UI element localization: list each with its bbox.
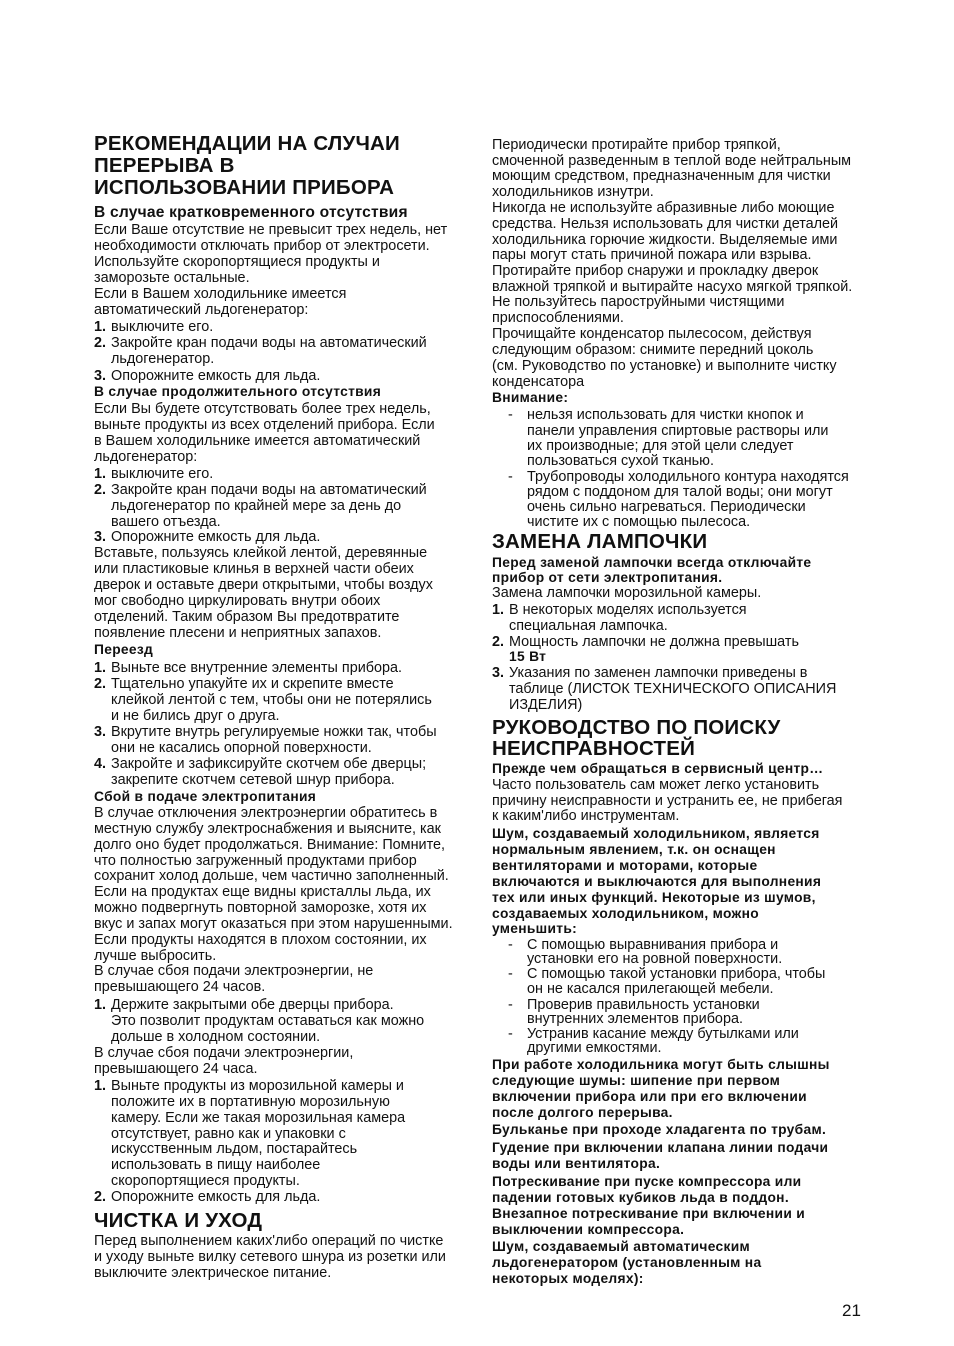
paragraph-line: Если Ваше отсутствие не превысит трех недель, нет: [94, 222, 448, 238]
list-number: 3.: [94, 724, 107, 740]
list-number: 1.: [94, 1078, 107, 1094]
section-title-recommendations: ПЕРЕРЫВА В: [94, 154, 235, 177]
paragraph-line: выключите электрическое питание.: [94, 1265, 332, 1281]
list-item-continuation: льдогенератор по крайней мере за день до: [111, 498, 402, 514]
paragraph-line: или пластиковые клинья в верхней части обеих: [94, 561, 414, 577]
bold-paragraph-line: Бульканье при проходе хладагента по трубам.: [492, 1122, 827, 1137]
paragraph-line: смоченной разведенным в теплой воде нейтральным: [492, 153, 852, 169]
paragraph-line: моющим средством, предназначенным для чистки: [492, 168, 831, 184]
list-number: 3.: [94, 368, 107, 384]
paragraph-line: Если на продуктах еще видны кристаллы льда, их: [94, 884, 431, 900]
bold-paragraph-line: следующие шумы: шипение при первом: [492, 1073, 781, 1088]
bold-paragraph-line: Гудение при включении клапана линии подачи: [492, 1140, 829, 1155]
bold-paragraph-line: некоторых моделях):: [492, 1271, 644, 1286]
paragraph-line: к каким'либо инструментам.: [492, 808, 680, 824]
bold-paragraph-line: включении прибора или при его включении: [492, 1089, 807, 1104]
dash-bullet: -: [508, 469, 513, 485]
section-title-troubleshooting: РУКОВОДСТВО ПО ПОИСКУ: [492, 716, 781, 739]
bold-paragraph-line: тех или иных функций. Некоторые из шумов,: [492, 890, 816, 905]
bullet-item: - С помощью выравнивания прибора и: [508, 937, 779, 953]
paragraph-line: конденсатора: [492, 374, 585, 390]
list-item-continuation: использовать в пищу наиболее: [111, 1157, 321, 1173]
list-item-continuation: клейкой лентой с тем, чтобы они не потерялись: [111, 692, 432, 708]
bold-paragraph-line: Шум, создаваемый холодильником, является: [492, 826, 820, 841]
paragraph-line: отделений. Таким образом Вы предотвратите: [94, 609, 400, 625]
list-number: 1.: [94, 319, 107, 335]
dash-bullet: -: [508, 1026, 513, 1042]
paragraph-line: что полностью загруженный продуктами прибор: [94, 853, 417, 869]
list-number: 2.: [94, 676, 107, 692]
list-item-continuation: Это позволит продуктам оставаться как можно: [111, 1013, 425, 1029]
page-number: 21: [842, 1301, 861, 1320]
bullet-item-continuation: внутренних элементов прибора.: [527, 1011, 743, 1027]
dash-bullet: -: [508, 937, 513, 953]
paragraph-line: влажной тряпкой и вытирайте насухо мягкой тряпкой.: [492, 279, 853, 295]
list-item-continuation: камеру. Если же такая морозильная камера: [111, 1110, 406, 1126]
paragraph-line: Если в Вашем холодильнике имеется: [94, 286, 347, 302]
paragraph-line: лучше выбросить.: [94, 948, 217, 964]
list-number: 2.: [94, 1189, 107, 1205]
paragraph-line: Не пользуйтесь пароструйными чистящими: [492, 294, 785, 310]
paragraph-line: В случае сбоя подачи электроэнергии,: [94, 1045, 354, 1061]
paragraph-line: Периодически протирайте прибор тряпкой,: [492, 137, 781, 153]
list-item-continuation: отсутствует, равно как и упаковки с: [111, 1126, 346, 1142]
list-item-continuation: специальная лампочка.: [509, 618, 668, 634]
lamp-wattage: 15 Вт: [509, 649, 547, 664]
bold-paragraph-line: создаваемых холодильником, можно: [492, 906, 759, 921]
paragraph-line: автоматический льдогенератор:: [94, 302, 309, 318]
list-number: 3.: [94, 529, 107, 545]
list-item-continuation: закрепите скотчем сетевой шнур прибора.: [111, 772, 395, 788]
list-item-continuation: льдогенератор.: [111, 351, 215, 367]
paragraph-line: Если Вы будете отсутствовать более трех недель,: [94, 401, 431, 417]
paragraph-line: Никогда не используйте абразивные либо моющие: [492, 200, 835, 216]
list-item-continuation: вашего отъезда.: [111, 514, 221, 530]
paragraph-line: Перед выполнением каких'либо операций по чистке: [94, 1233, 444, 1249]
list-number: 1.: [94, 466, 107, 482]
bold-paragraph-line: льдогенератором (установленным на: [492, 1255, 762, 1270]
list-item-continuation: положите их в портативную морозильную: [111, 1094, 390, 1110]
paragraph-line: льдогенератор:: [94, 449, 198, 465]
dash-bullet: -: [508, 966, 513, 982]
list-item-continuation: дольше в холодном состоянии.: [111, 1029, 321, 1045]
paragraph-line: выньте продукты из всех отделений прибора. Если: [94, 417, 435, 433]
paragraph-line: средства. Нельзя использовать для чистки деталей: [492, 216, 839, 232]
paragraph-line: долго оно будет продолжаться. Внимание: Помните,: [94, 837, 445, 853]
bold-paragraph-line: Перед заменой лампочки всегда отключайте: [492, 555, 812, 570]
bold-paragraph-line: Внезапное потрескивание при включении и: [492, 1206, 806, 1221]
paragraph-line: холодильника горючие жидкости. Выделяемые ими: [492, 232, 838, 248]
paragraph-line: причину неисправности и устранить ее, не прибегая: [492, 793, 843, 809]
bold-paragraph-line: вентиляторами и моторами, которые: [492, 858, 758, 873]
bold-paragraph-line: нормальным явлением, т.к. он оснащен: [492, 842, 776, 857]
paragraph-line: холодильников изнутри.: [492, 184, 654, 200]
paragraph-line: Протирайте прибор снаружи и прокладку дверок: [492, 263, 819, 279]
subheading-moving: Переезд: [94, 642, 154, 657]
list-item-continuation: ИЗДЕЛИЯ): [509, 697, 583, 713]
bold-paragraph-line: падении готовых кубиков льда в поддон.: [492, 1190, 789, 1205]
list-number: 1.: [94, 997, 107, 1013]
list-number: 2.: [492, 634, 505, 650]
bold-paragraph-line: выключении компрессора.: [492, 1222, 685, 1237]
bold-paragraph-line: уменьшить:: [492, 921, 577, 936]
bullet-item-continuation: установки его на ровной поверхности.: [527, 951, 783, 967]
list-number: 2.: [94, 335, 107, 351]
list-item-continuation: и не бились друг о друга.: [111, 708, 280, 724]
list-number: 2.: [94, 482, 107, 498]
paragraph-line: следующим образом: снимите передний цоколь: [492, 342, 814, 358]
paragraph-line: дверок и оставьте двери открытыми, чтобы воздух: [94, 577, 433, 593]
bullet-item-continuation: он не касался прилегающей мебели.: [527, 981, 774, 997]
paragraph-line: превышающего 24 часа.: [94, 1061, 258, 1077]
list-number: 1.: [94, 660, 107, 676]
paragraph-line: Замена лампочки морозильной камеры.: [492, 585, 762, 601]
paragraph-line: можно подвергнуть повторной заморозке, хотя их: [94, 900, 427, 916]
paragraph-line: пары могут стать причиной пожара или взрыва.: [492, 247, 812, 263]
list-item-continuation: искусственным льдом, постарайтесь: [111, 1141, 358, 1157]
paragraph-line: Если продукты находятся в плохом состоянии, их: [94, 932, 427, 948]
list-item-continuation: таблице (ЛИСТОК ТЕХНИЧЕСКОГО ОПИСАНИЯ: [509, 681, 837, 697]
paragraph-line: и уходу выньте вилку сетевого шнура из розетки или: [94, 1249, 446, 1265]
list-number: 3.: [492, 665, 505, 681]
list-number: 4.: [94, 756, 107, 772]
list-number: 1.: [492, 602, 505, 618]
bullet-item-continuation: другими емкостями.: [527, 1040, 662, 1056]
subheading-warning: Внимание:: [492, 390, 569, 405]
bullet-item-continuation: пользоваться сухой тканью.: [527, 453, 714, 469]
subheading-power-failure: Сбой в подаче электропитания: [94, 789, 317, 804]
list-item-continuation: скоропортящиеся продукты.: [111, 1173, 300, 1189]
section-title-troubleshooting: НЕИСПРАВНОСТЕЙ: [492, 737, 696, 760]
paragraph-line: Используйте скоропортящиеся продукты и: [94, 254, 380, 270]
bullet-item-continuation: панели управления спиртовые растворы или: [527, 423, 829, 439]
paragraph-line: мог свободно циркулировать внутри обоих: [94, 593, 381, 609]
bullet-item-continuation: их производные; для этой цели следует: [527, 438, 794, 454]
subheading-long-absence: В случае продолжительного отсутствия: [94, 384, 382, 399]
bullet-item-continuation: очень сильно нагреваться. Периодически: [527, 499, 806, 515]
section-title-recommendations: РЕКОМЕНДАЦИИ НА СЛУЧАИ: [94, 132, 400, 155]
bold-paragraph-line: прибор от сети электропитания.: [492, 570, 723, 585]
paragraph-line: местную службу электроснабжения и выясните, как: [94, 821, 441, 837]
bold-paragraph-line: после долгого перерыва.: [492, 1105, 673, 1120]
paragraph-line: сохранит холод дольше, чем частично заполненный.: [94, 868, 449, 884]
bullet-item: - Устранив касание между бутылками или: [508, 1026, 799, 1042]
bold-paragraph-line: Шум, создаваемый автоматическим: [492, 1239, 751, 1254]
section-title-cleaning: ЧИСТКА И УХОД: [94, 1209, 263, 1232]
paragraph-line: В случае сбоя подачи электроэнергии, не: [94, 963, 374, 979]
dash-bullet: -: [508, 407, 513, 423]
paragraph-line: появление плесени и неприятных запахов.: [94, 625, 382, 641]
bold-paragraph-line: При работе холодильника могут быть слышны: [492, 1057, 830, 1072]
paragraph-line: Часто пользователь сам может легко установить: [492, 777, 820, 793]
paragraph-line: Вставьте, пользуясь клейкой лентой, деревянные: [94, 545, 428, 561]
paragraph-line: заморозьте остальные.: [94, 270, 250, 286]
bullet-item: - нельзя использовать для чистки кнопок и: [508, 407, 804, 423]
bold-paragraph-line: включаются и выключаются для выполнения: [492, 874, 822, 889]
section-title-recommendations: ИСПОЛЬЗОВАНИИ ПРИБОРА: [94, 176, 395, 199]
paragraph-line: приспособлениями.: [492, 310, 624, 326]
paragraph-line: вкус и запах могут оказаться при этом нарушенными.: [94, 916, 453, 932]
bullet-item-continuation: чистите их с помощью пылесоса.: [527, 514, 751, 530]
section-title-lamp: ЗАМЕНА ЛАМПОЧКИ: [492, 530, 708, 553]
bold-paragraph-line: Потрескивание при пуске компрессора или: [492, 1174, 802, 1189]
dash-bullet: -: [508, 997, 513, 1013]
bullet-item: - Проверив правильность установки: [508, 997, 760, 1013]
list-item-continuation: они не касались опорной поверхности.: [111, 740, 372, 756]
subheading-short-absence: В случае кратковременного отсутствия: [94, 204, 408, 221]
bullet-item-continuation: рядом с поддоном для талой воды; они могут: [527, 484, 833, 500]
paragraph-line: необходимости отключать прибор от электросети.: [94, 238, 430, 254]
bold-paragraph-line: Прежде чем обращаться в сервисный центр…: [492, 761, 824, 776]
paragraph-line: превышающего 24 часов.: [94, 979, 266, 995]
paragraph-line: В случае отключения электроэнергии обратитесь в: [94, 805, 438, 821]
paragraph-line: (см. Руководство по установке) и выполните чистку: [492, 358, 837, 374]
bullet-item: - Трубопроводы холодильного контура находятся: [508, 469, 849, 485]
bullet-item: - С помощью такой установки прибора, чтобы: [508, 966, 826, 982]
bold-paragraph-line: воды или вентилятора.: [492, 1156, 661, 1171]
paragraph-line: Прочищайте конденсатор пылесосом, действуя: [492, 326, 812, 342]
paragraph-line: в Вашем холодильнике имеется автоматический: [94, 433, 421, 449]
